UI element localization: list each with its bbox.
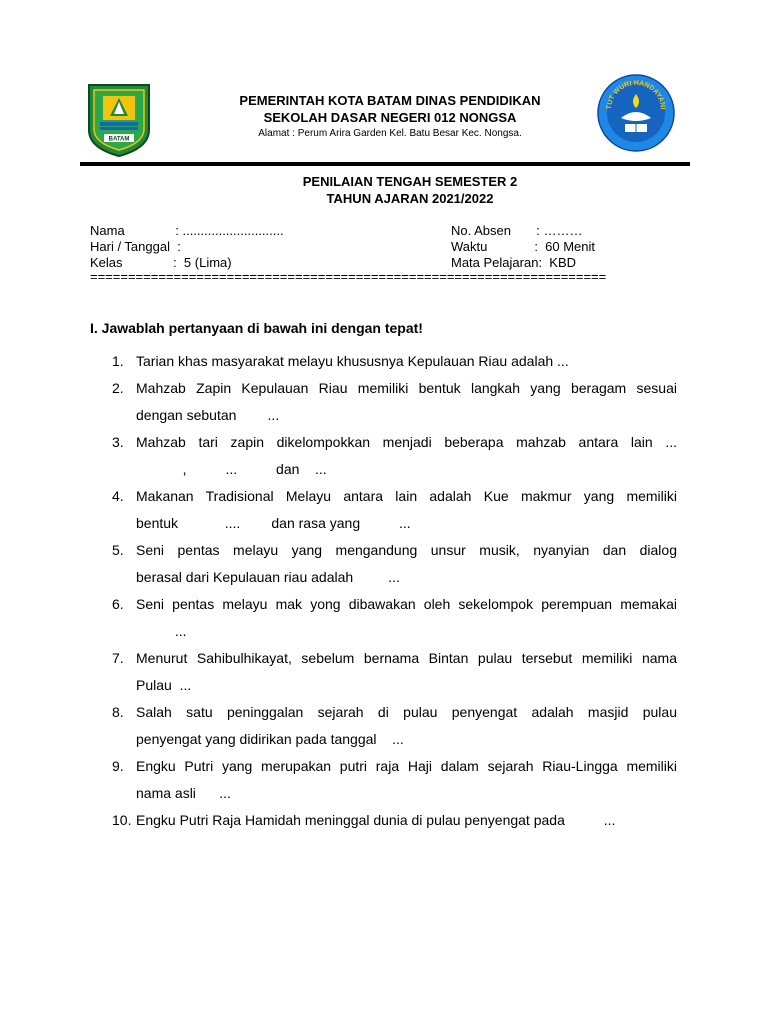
field-kelas: Kelas : 5 (Lima) [90,255,232,270]
question-text: bentuk .... dan rasa yang ... [136,515,411,531]
question-text: Salah satu peninggalan sejarah di pulau penyengat adalah masjid pulau [136,704,677,720]
question-number: 4. [112,488,124,504]
question-number: 7. [112,650,124,666]
exam-title: PENILAIAN TENGAH SEMESTER 2 [302,174,518,189]
svg-text:TUT WURI HANDAYANI: TUT WURI HANDAYANI [605,79,667,110]
question-text: Makanan Tradisional Melayu antara lain adalah Kue makmur yang memiliki [136,488,677,504]
question-number: 2. [112,380,124,396]
question-number: 3. [112,434,124,450]
header-government: PEMERINTAH KOTA BATAM DINAS PENDIDIKAN [239,93,541,108]
separator-line: ==================================================================== [90,269,607,284]
header-address: Alamat : Perum Arira Garden Kel. Batu Besar Kec. Nongsa. [258,128,522,139]
field-waktu: Waktu : 60 Menit [451,239,596,254]
question-text: Seni pentas melayu yang mengandung unsur musik, nyanyian dan dialog [136,542,677,558]
question-text: penyengat yang didirikan pada tanggal ... [136,731,404,747]
question-text: dengan sebutan ... [136,407,280,423]
question-text: ... [136,623,187,639]
question-text: , ... dan ... [136,461,327,477]
question-text: nama asli ... [136,785,231,801]
question-text: Pulau ... [136,677,192,693]
question-text: Tarian khas masyarakat melayu khususnya Kepulauan Riau adalah ... [136,353,569,369]
batam-city-emblem [86,82,152,158]
field-nama: Nama : ............................ [90,223,284,238]
question-text: Menurut Sahibulhikayat, sebelum bernama Bintan pulau tersebut memiliki nama [136,650,677,666]
header-divider [80,162,690,166]
question-text: Engku Putri yang merupakan putri raja Haji dalam sejarah Riau-Lingga memiliki [136,758,677,774]
question-number: 6. [112,596,124,612]
question-number: 8. [112,704,124,720]
question-text: Seni pentas melayu mak yong dibawakan oleh sekelompok perempuan memakai [136,596,677,612]
section-instruction: I. Jawablah pertanyaan di bawah ini dengan tepat! [90,320,423,336]
academic-year: TAHUN AJARAN 2021/2022 [326,191,494,206]
field-mata-pelajaran: Mata Pelajaran: KBD [451,255,577,270]
question-number: 1. [112,353,124,369]
header-school-name: SEKOLAH DASAR NEGERI 012 NONGSA [263,110,517,125]
svg-text:BATAM: BATAM [108,136,130,143]
field-no-absen: No. Absen : ……… [451,223,583,238]
question-number: 10. [112,812,132,828]
question-text: Mahzab Zapin Kepulauan Riau memiliki bentuk langkah yang beragam sesuai [136,380,677,396]
field-hari-tanggal: Hari / Tanggal : [90,239,181,254]
question-text: berasal dari Kepulauan riau adalah ... [136,569,400,585]
question-text: Engku Putri Raja Hamidah meninggal dunia di pulau penyengat pada ... [136,812,616,828]
question-number: 9. [112,758,124,774]
question-text: Mahzab tari zapin dikelompokkan menjadi beberapa mahzab antara lain ... [136,434,677,450]
question-number: 5. [112,542,124,558]
